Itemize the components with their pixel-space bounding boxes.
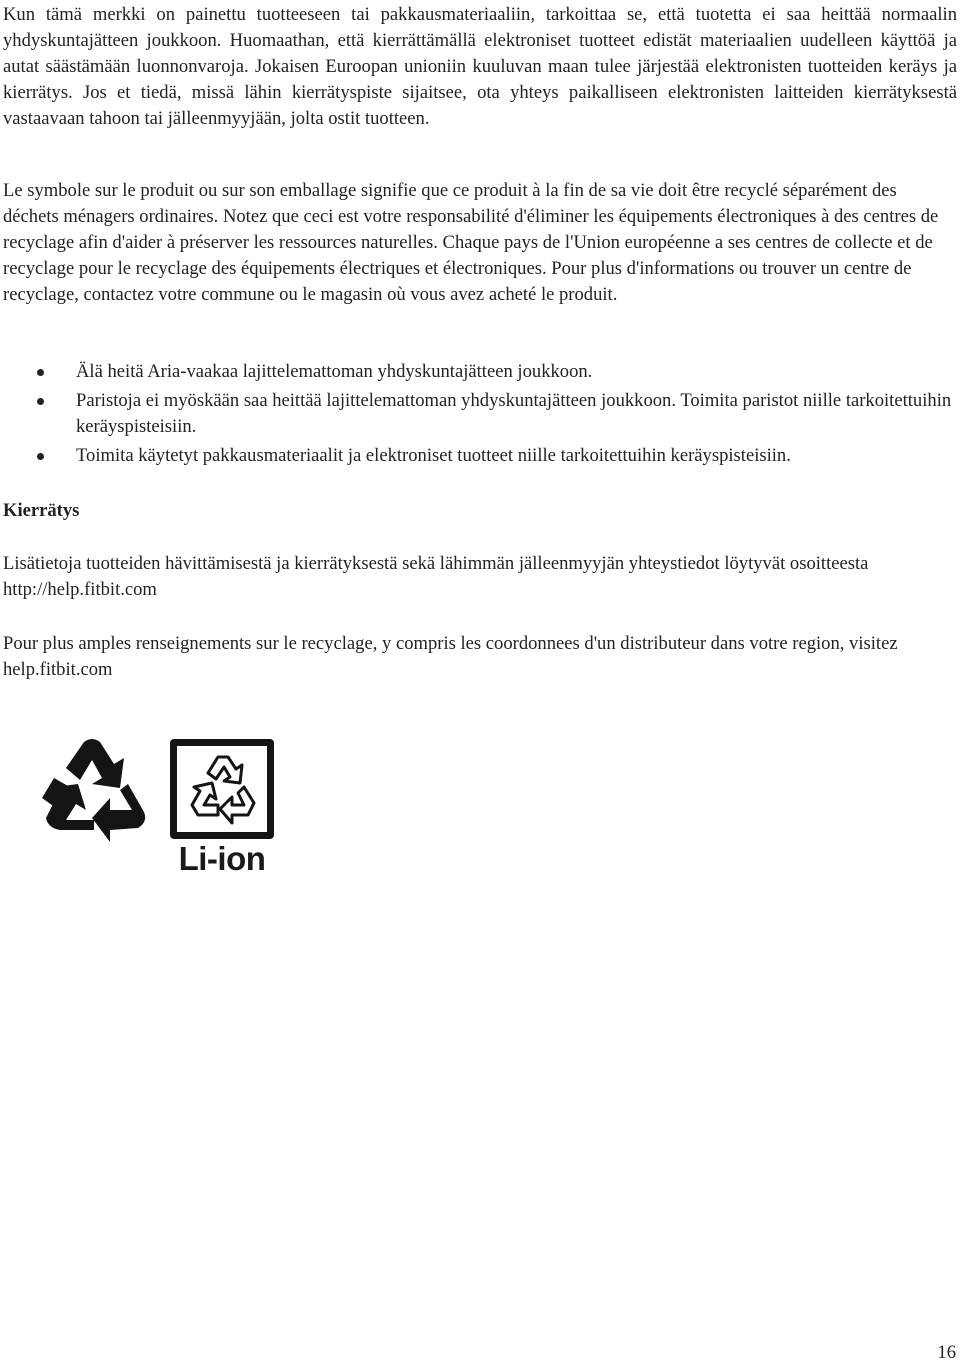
list-item-text: Älä heitä Aria-vaakaa lajittelemattoman yhdyskuntajätteen joukkoon. bbox=[76, 361, 593, 382]
list-item bbox=[3, 388, 957, 440]
bullet-dot-icon bbox=[37, 369, 44, 376]
finnish-paragraph-1: Kun tämä merkki on painettu tuotteeseen tai pakkausmateriaaliin, tarkoittaa se, että tuotetta ei saa heittää normaalin yhdyskuntajätteen joukkoon. Huomaathan, että kierrättämällä elektroniset tuotteet edistät materiaalien uudelleen käyttöä ja autat säästämään luonnonvaroja. Jokaisen Euroopan unioniin kuuluvan maan tulee järjestää elektronisten tuotteiden keräys ja kierrätys. Jos et tiedä, missä lähin kierrätyspiste sijaitsee, ota yhteys paikalliseen elektronisten laitteiden kierrätyksestä vastaavaan tahoon tai jälleenmyyjään, jolta ostit tuotteen. bbox=[3, 4, 957, 129]
li-ion-label: Li-ion bbox=[178, 840, 266, 877]
page-number: 16 bbox=[937, 1342, 956, 1363]
list-item bbox=[3, 443, 957, 469]
bullet-dot-icon bbox=[37, 453, 44, 460]
bullet-list bbox=[3, 359, 957, 472]
recycle-icon bbox=[36, 738, 148, 852]
finnish-paragraph-2: Lisätietoja tuotteiden hävittämisestä ja kierrätyksestä sekä lähimmän jälleenmyyjän yhteystiedot löytyvät osoitteesta http://help.fitbit.com bbox=[3, 553, 869, 600]
french-paragraph-2: Pour plus amples renseignements sur le recyclage, y compris les coordonnees d'un distributeur dans votre region, visitez help.fitbit.com bbox=[3, 633, 898, 680]
french-paragraph-1: Le symbole sur le produit ou sur son emballage signifie que ce produit à la fin de sa vie doit être recyclé séparément des déchets ménagers ordinaires. Notez que ceci est votre responsabilité d'éliminer les équipements électroniques à des centres de recyclage afin d'aider à préserver les ressources naturelles. Chaque pays de l'Union européenne a ses centres de collecte et de recyclage pour le recyclage des équipements électriques et électroniques. Pour plus d'informations ou trouver un centre de recyclage, contactez votre commune ou le magasin où vous avez acheté le produit. bbox=[3, 180, 939, 305]
list-item bbox=[3, 359, 957, 385]
list-item-text: Toimita käytetyt pakkausmateriaalit ja elektroniset tuotteet niille tarkoitettuihin keräyspisteisiin. bbox=[76, 445, 791, 466]
li-ion-recycle-icon bbox=[168, 737, 276, 880]
section-heading: Kierrätys bbox=[3, 500, 80, 521]
bullet-dot-icon bbox=[37, 398, 44, 405]
list-item-text: Paristoja ei myöskään saa heittää lajittelemattoman yhdyskuntajätteen joukkoon. Toimita paristot niille tarkoitettuihin keräyspisteisiin. bbox=[76, 390, 952, 437]
